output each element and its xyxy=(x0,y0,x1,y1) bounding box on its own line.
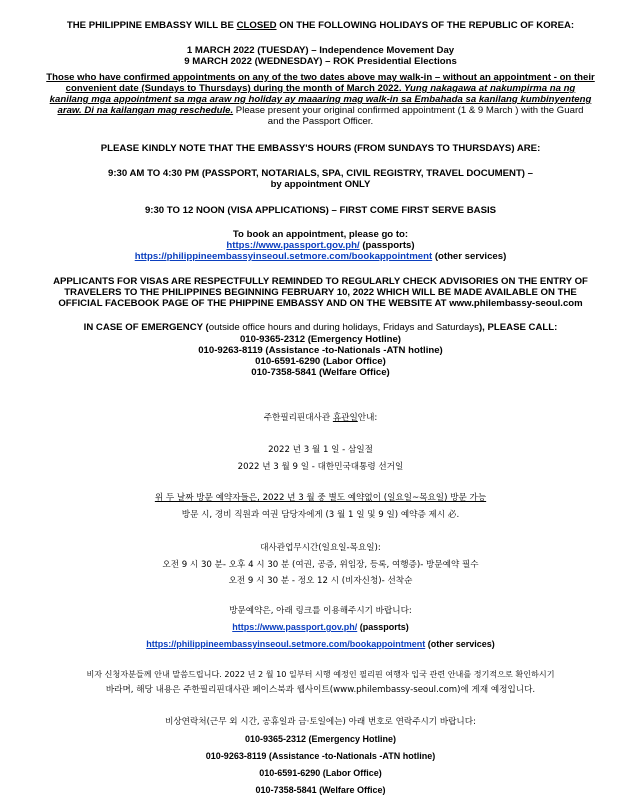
ko-setmore-link-line xyxy=(8,639,633,650)
ko-holiday-1: 2022 년 3 월 1 일 - 삼일절 xyxy=(268,445,373,455)
phone-atn: 010-9263-8119 (Assistance -to-Nationals -ATN hotline) xyxy=(198,345,443,356)
holiday-1: 1 MARCH 2022 (TUESDAY) – Independence Movement Day xyxy=(186,45,455,56)
setmore-link[interactable]: https://philippineembassyinseoul.setmore.com/bookappointment xyxy=(134,251,433,262)
closure-post: ON THE FOLLOWING HOLIDAYS OF THE REPUBLIC OF KOREA: xyxy=(276,20,575,31)
emergency-title xyxy=(8,322,633,333)
ko-emergency-title: 비상연락처(근무 외 시간, 공휴일과 금·토일에는) 아래 번호로 연락주시기 바랍니다: xyxy=(165,717,476,727)
ko-walkin-1: 위 두 날짜 방문 예약자들은, 2022 년 3 월 중 별도 예약없이 (일요일~목요일) 방문 가능 xyxy=(154,493,487,503)
walkin-line-2-a: convenient date (Sundays to Thursdays) during the month of March 2022. xyxy=(65,83,402,94)
hours-line-1a: 9:30 AM TO 4:30 PM (PASSPORT, NOTARIALS, SPA, CIVIL REGISTRY, TRAVEL DOCUMENT) – xyxy=(107,168,534,179)
book-title: To book an appointment, please go to: xyxy=(232,229,409,240)
walkin-line-4 xyxy=(8,105,633,116)
walkin-line-4-a: araw. Di na kailangan mag reschedule. xyxy=(57,105,234,116)
ko-walkin-2: 방문 시, 경비 직원과 여권 담당자에게 (3 월 1 일 및 9 일) 예약증 제시 必. xyxy=(181,510,460,520)
closure-closed: CLOSED xyxy=(236,20,277,31)
holiday-2: 9 MARCH 2022 (WEDNESDAY) – ROK Presidential Elections xyxy=(184,56,457,67)
ko-title-a: 주한필리핀대사관 xyxy=(263,413,333,423)
hours-line-2: 9:30 TO 12 NOON (VISA APPLICATIONS) – FIRST COME FIRST SERVE BASIS xyxy=(144,205,497,216)
ko-setmore-link[interactable]: https://philippineembassyinseoul.setmore.com/bookappointment xyxy=(146,639,426,649)
ko-holiday-2: 2022 년 3 월 9 일 - 대한민국대통령 선거일 xyxy=(237,462,404,472)
walkin-line-1: Those who have confirmed appointments on any of the two dates above may walk-in – without an appointment - on their xyxy=(46,72,595,83)
ko-passport-note: (passports) xyxy=(357,622,409,632)
walkin-line-4-b: Please present your original confirmed appointment (1 & 9 March ) with the Guard xyxy=(233,105,584,116)
ko-visa-1: 비자 신청자분들께 안내 말씀드립니다. 2022 년 2 월 10 일부터 시행 예정인 필리핀 여행자 입국 관련 안내를 정기적으로 확인하시기 xyxy=(86,669,555,679)
emergency-b: outside office hours and during holidays, Fridays and Saturdays xyxy=(208,322,479,333)
ko-passport-link-line xyxy=(8,622,633,633)
hours-line-1b: by appointment ONLY xyxy=(270,179,371,190)
setmore-link-line xyxy=(8,251,633,262)
closure-pre: THE PHILIPPINE EMBASSY WILL BE xyxy=(66,20,237,31)
passport-link-line xyxy=(8,240,633,251)
phone-welfare: 010-7358-5841 (Welfare Office) xyxy=(251,367,390,378)
closure-heading xyxy=(8,20,633,31)
passport-link[interactable]: https://www.passport.gov.ph/ xyxy=(226,240,360,251)
ko-hours-1: 오전 9 시 30 분- 오후 4 시 30 분 (여권, 공증, 위임장, 등록, 여행증)- 방문예약 필수 xyxy=(162,560,479,570)
setmore-note: (other services) xyxy=(432,251,507,262)
phone-emergency: 010-9365-2312 (Emergency Hotline) xyxy=(239,334,402,345)
ko-visa-2: 바라며, 해당 내용은 주한필리핀대사관 페이스북과 웹사이트(www.philembassy-seoul.com)에 게재 예정입니다. xyxy=(105,685,536,695)
visa-line-2: TRAVELERS TO THE PHILIPPINES BEGINNING FEBRUARY 10, 2022 WHICH WILL BE MADE AVAILABLE ON THE xyxy=(64,287,577,298)
ko-hours-2: 오전 9 시 30 분 - 정오 12 시 (비자신청)- 선착순 xyxy=(228,576,413,586)
ko-phone-labor: 010-6591-6290 (Labor Office) xyxy=(259,768,382,778)
emergency-a: IN CASE OF EMERGENCY ( xyxy=(83,322,209,333)
phone-labor: 010-6591-6290 (Labor Office) xyxy=(255,356,386,367)
walkin-line-3: kanilang mga appointment sa mga araw ng holiday ay maaaring mag walk-in sa Embahada sa kanilang kumbinyenteng xyxy=(49,94,592,105)
ko-book-title: 방문예약은, 아래 링크를 이용해주시기 바랍니다: xyxy=(229,606,412,616)
walkin-line-2-b: Yung nakagawa at nakumpirma na ng xyxy=(401,83,576,94)
ko-hours-title: 대사관업무시간(일요일-목요일): xyxy=(260,543,381,553)
walkin-line-2 xyxy=(8,83,633,94)
ko-title-closed: 휴관일 xyxy=(332,413,358,423)
ko-phone-atn: 010-9263-8119 (Assistance -to-Nationals -ATN hotline) xyxy=(205,751,436,761)
passport-note: (passports) xyxy=(359,240,415,251)
hours-title: PLEASE KINDLY NOTE THAT THE EMBASSY'S HOURS (FROM SUNDAYS TO THURSDAYS) ARE: xyxy=(100,143,541,154)
ko-passport-link[interactable]: https://www.passport.gov.ph/ xyxy=(232,622,358,632)
emergency-c: ), PLEASE CALL: xyxy=(478,322,558,333)
ko-title xyxy=(8,413,633,424)
ko-title-b: 안내: xyxy=(357,413,378,423)
visa-line-3: OFFICIAL FACEBOOK PAGE OF THE PHIPPINE EMBASSY AND ON THE WEBSITE AT www.philembassy-seoul.com xyxy=(58,298,583,309)
ko-setmore-note: (other services) xyxy=(425,639,495,649)
visa-line-1: APPLICANTS FOR VISAS ARE RESPECTFULLY REMINDED TO REGULARLY CHECK ADVISORIES ON THE ENTRY OF xyxy=(53,276,588,287)
ko-phone-welfare: 010-7358-5841 (Welfare Office) xyxy=(255,785,386,795)
walkin-line-5: and the Passport Officer. xyxy=(267,116,374,127)
ko-phone-emergency: 010-9365-2312 (Emergency Hotline) xyxy=(244,734,397,744)
